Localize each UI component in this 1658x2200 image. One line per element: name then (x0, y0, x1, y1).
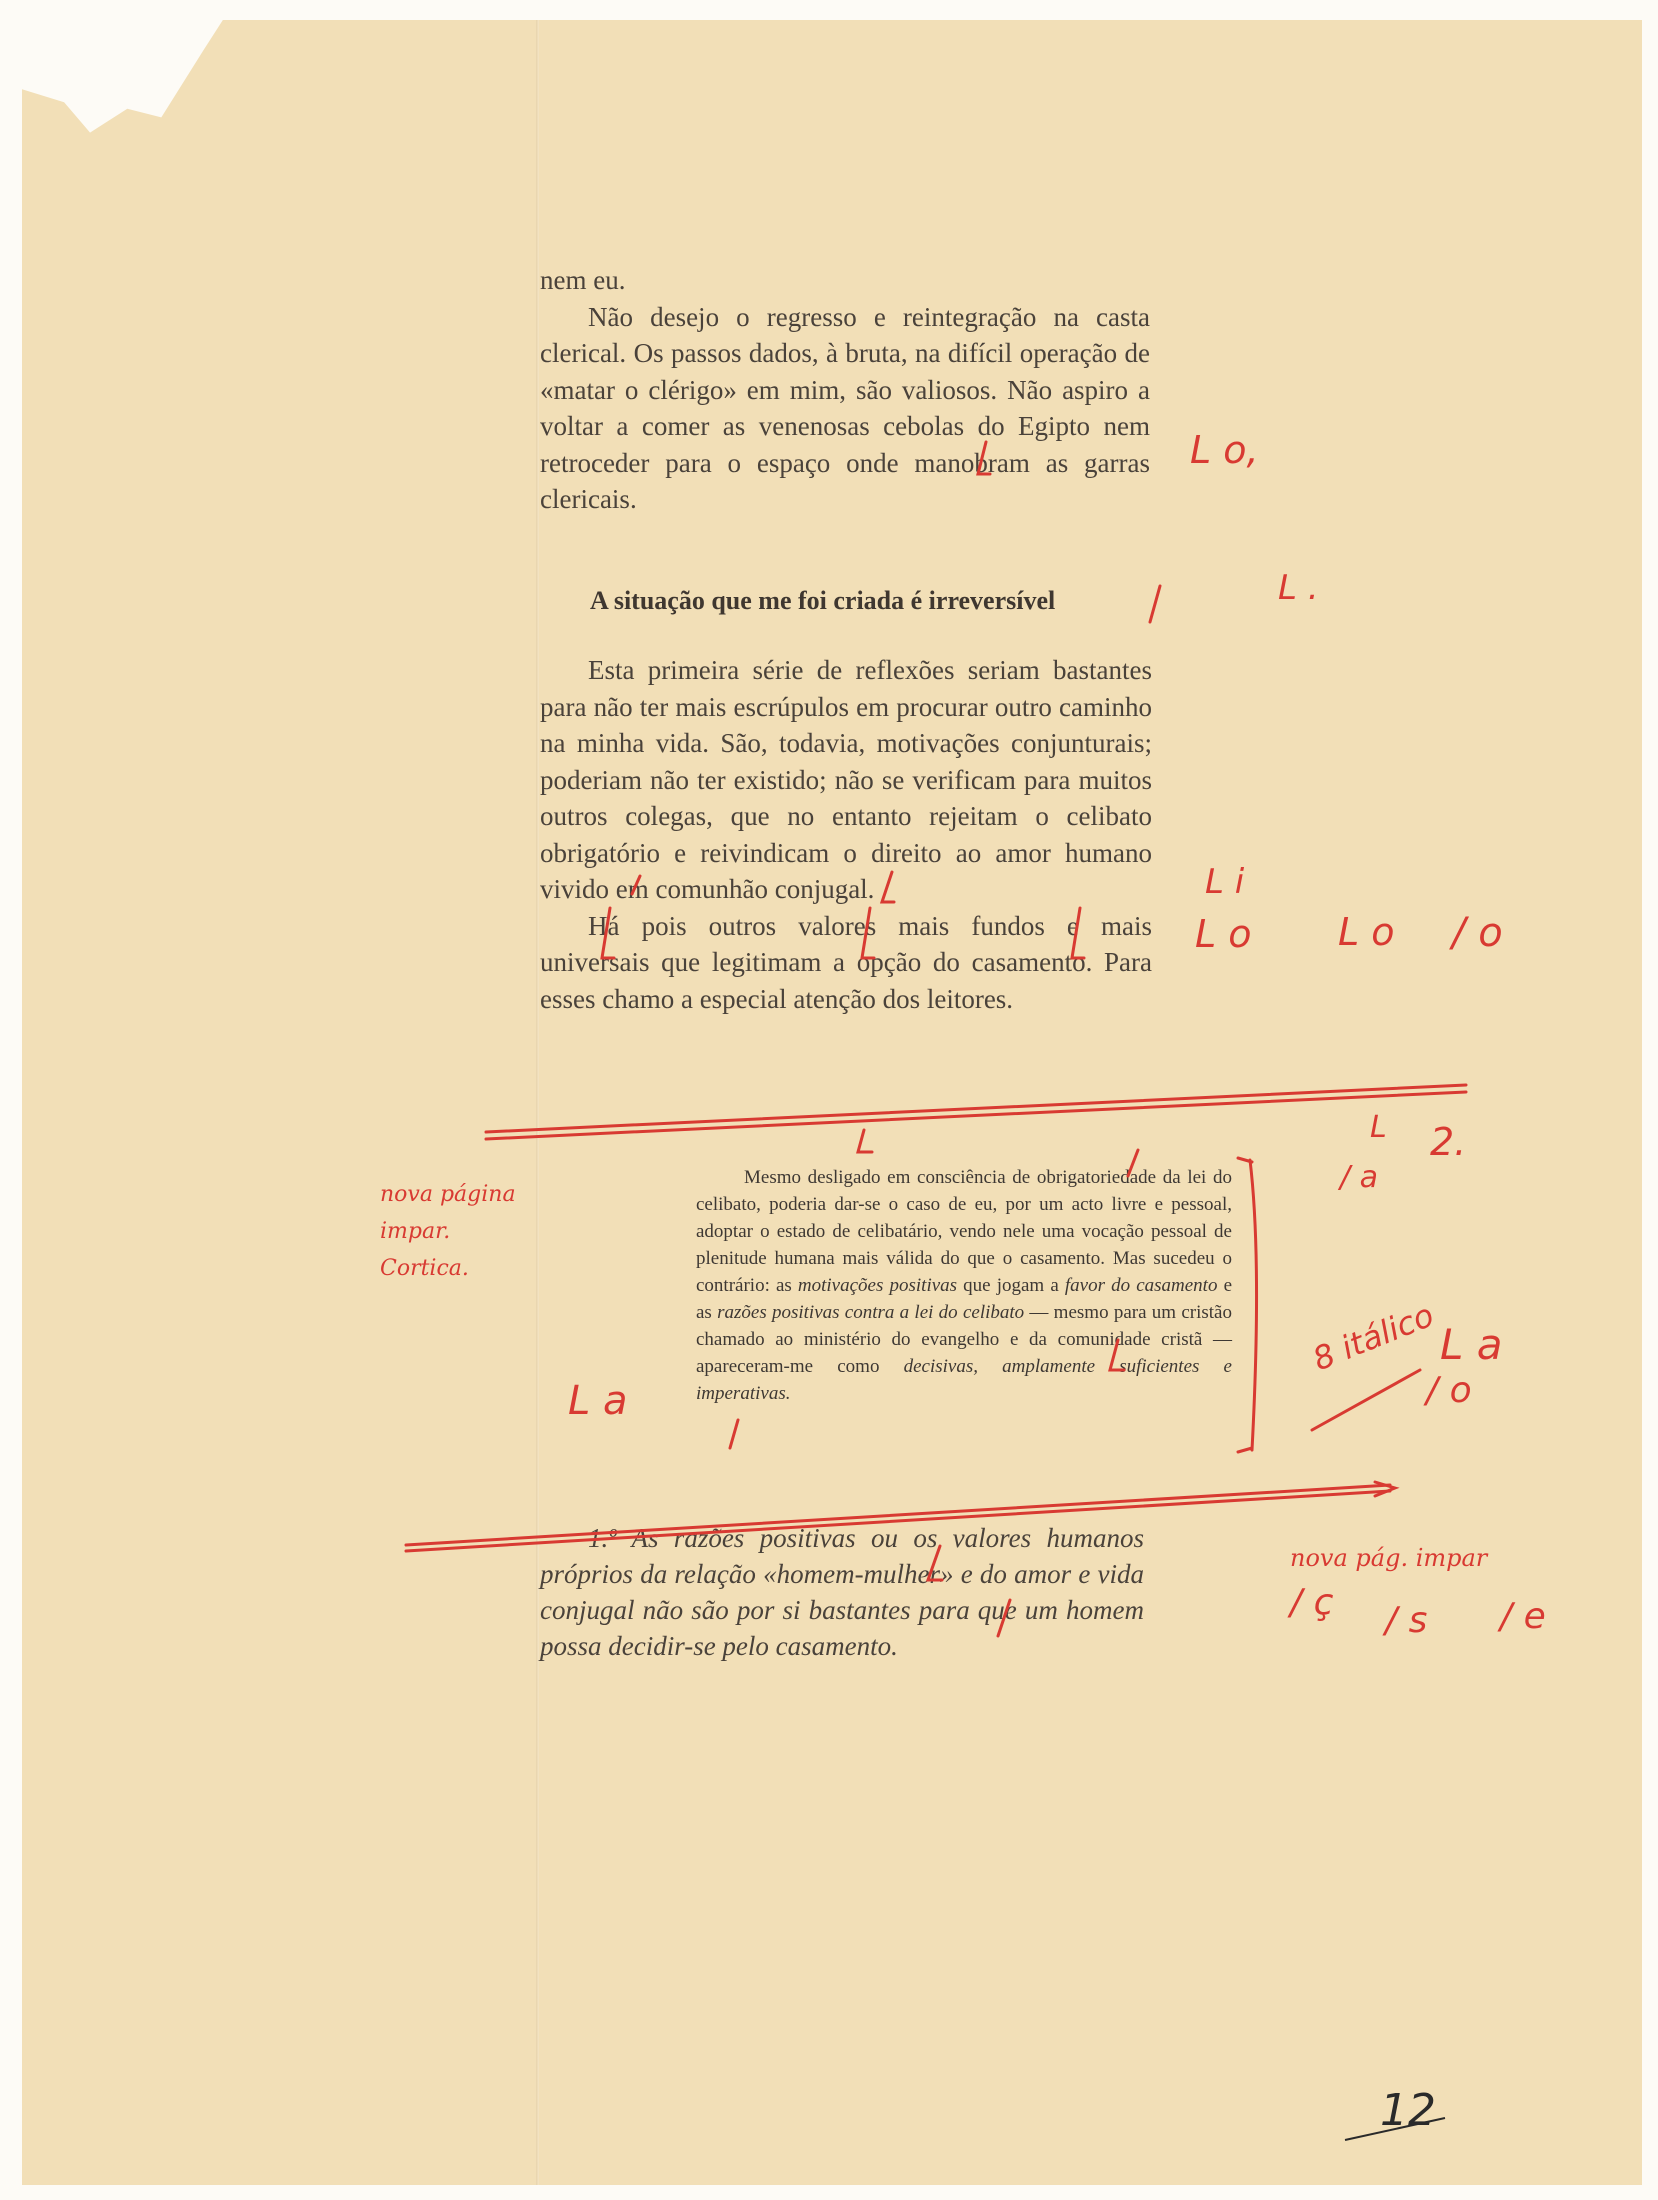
margin-correction: / s (1385, 1600, 1428, 1641)
right-margin-note: nova pág. impar (1290, 1544, 1488, 1572)
body-text-middle (540, 652, 1152, 1017)
paragraph: Há pois outros valores mais fundos e mais universais que legitimam a opção do casamento. Para esses chamo a especial atenção dos leitores. (540, 910, 1152, 1014)
margin-correction: 2. (1430, 1120, 1467, 1164)
margin-correction: / o (1452, 910, 1503, 956)
margin-correction: L o (1195, 912, 1252, 956)
body-text-top (540, 262, 1150, 518)
margin-correction: L i (1205, 862, 1245, 902)
margin-correction: / e (1500, 1596, 1546, 1637)
note-text: Mesmo desligado em consciência de obrigatoriedade da lei do celibato, poderia dar-se o caso de eu, por um acto livre e pessoal, adoptar o estado de celibatário, vendo nele uma vocação pessoal de plenitude humana mais válida do que o casamento. Mas sucedeu o contrário: as motivações positivas que jogam a favor do casamento e as razões positivas contra a lei do celibato — mesmo para um cristão chamado ao ministério do evangelho e da comunidade cristã — apareceram-me como decisivas, amplamente suficientes e imperativas. (696, 1167, 1233, 1404)
margin-correction: L o, (1190, 428, 1259, 472)
paragraph: Não desejo o regresso e reintegração na casta clerical. Os passos dados, à bruta, na difícil operação de «matar o clérigo» em mim, são valiosos. Não aspiro a voltar a comer as venenosas cebolas do Egipto nem retroceder para o espaço onde manobram as garras clericais. (540, 301, 1150, 514)
margin-correction: / a (1340, 1160, 1379, 1195)
margin-correction: 8 itálico (1307, 1295, 1440, 1379)
left-margin-note (380, 1176, 516, 1287)
margin-correction: / o (1426, 1370, 1472, 1411)
italic-paragraph: 1.º As razões positivas ou os valores humanos próprios da relação «homem-mulher» e do amor e vida conjugal não são por si bastantes para que um homem possa decidir-se pelo casamento. (540, 1523, 1144, 1661)
note-line: Cortica. (380, 1256, 469, 1281)
note-line: impar. (380, 1219, 451, 1244)
margin-correction: / ç (1290, 1582, 1334, 1623)
inserted-note-paragraph (696, 1164, 1232, 1407)
note-line: nova página (380, 1182, 516, 1207)
margin-correction: L a (1440, 1320, 1503, 1369)
section-heading: A situação que me foi criada é irreversível (590, 586, 1056, 615)
italic-section (540, 1520, 1144, 1664)
margin-correction: L a (568, 1378, 628, 1424)
paragraph: nem eu. (540, 265, 626, 295)
margin-correction: L . (1278, 568, 1319, 608)
page-number: 12 (1380, 2085, 1436, 2136)
fold-crease (536, 20, 539, 2185)
paragraph: Esta primeira série de reflexões seriam bastantes para não ter mais escrúpulos em procurar outro caminho na minha vida. São, todavia, motivações conjunturais; poderiam não ter existido; não se verificam para muitos outros colegas, que no entanto rejeitam o celibato obrigatório e reivindicam o direito ao amor humano vivido em comunhão conjugal. (540, 655, 1152, 904)
margin-correction: L o (1338, 910, 1395, 954)
margin-correction: L (1370, 1110, 1387, 1145)
